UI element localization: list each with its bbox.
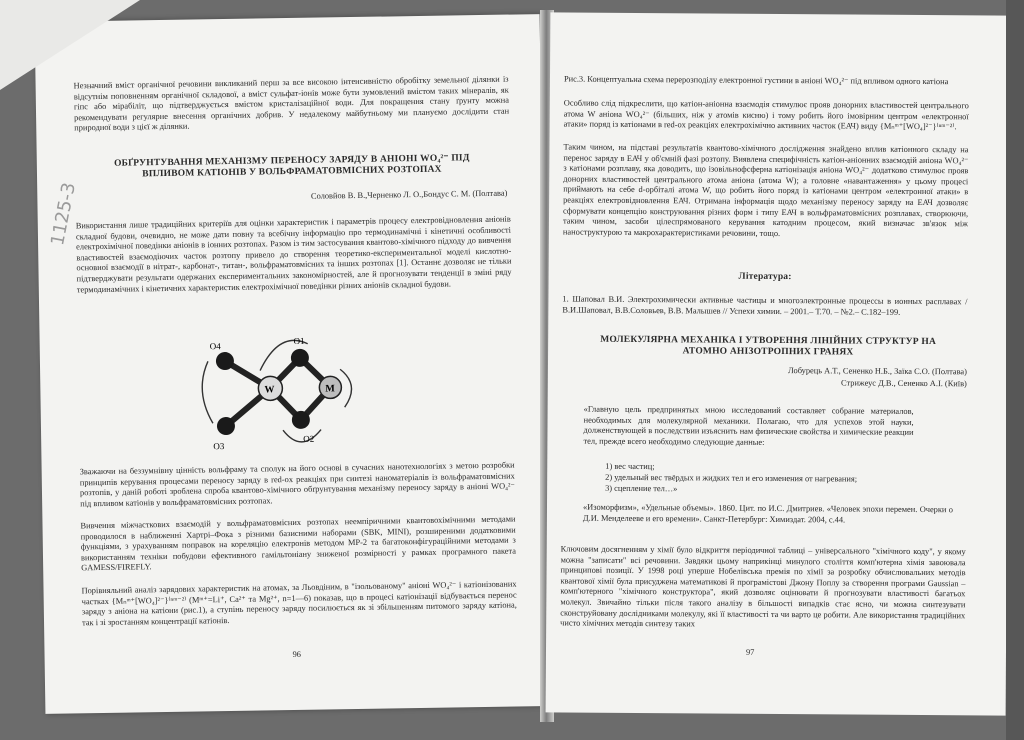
label-o3: O3 [213, 441, 225, 452]
article-2-authors-line-2: Стрижеус Д.В., Сененко А.І. (Київ) [841, 378, 967, 389]
left-page [35, 14, 551, 714]
article-2-authors-line-1: Лобурець А.Т., Сененко Н.Б., Заїка С.О. (Полтава) [788, 366, 967, 377]
arrow-arc-left [202, 361, 213, 423]
arrow-arc-bottom [283, 430, 321, 443]
literature-heading: Література: [738, 271, 792, 283]
intro-paragraph: Незначний вміст органічної речовини викликаний перш за все високою інтенсивністю обробітку земельної ділянки із відсутнім поповненням органічної складової, а вміст сульфат-іонів може бути зумовлений вмістом таких мінералів, як гіпс або мірабіліт, що підтверджується вмістом кристалізаційної води. Для покращення стану ґрунту можна рекомендувати регулярне внесення органічних добрив. У недалекому майбутньому ми плануємо дослідити стан природної води з цієї ж ділянки. [73, 74, 510, 133]
article-2-title: МОЛЕКУЛЯРНА МЕХАНІКА І УТВОРЕННЯ ЛІНІЙНИХ СТРУКТУР НА АТОМНО АНІЗОТРОПНИХ ГРАНЯХ [600, 334, 937, 358]
right-paragraph-2: Таким чином, на підставі результатів квантово-хімічного дослідження знайдено вплив катіонного складу на перенос заряду в ЕАЧ у об'ємній фазі розтопу. Виявлена специфічність катіон-аніонних взаємодій аніона WO₄²⁻ з катіонами розплаву, яка доводить, що ізовільнофсферна катіонізація аніона WO₄²⁻ додатково стимулює прояв донорних властивостей центрального атома аніона (атома W); а головне «навантаження» у цьому процесі приймають на себе d-орбіталі атома W, що робить його поряд із катіонами центром «електронної атаки» в реакціях електровідновлення ЕАЧ. Отримана інформація щодо механізму переносу заряду на ЕАЧ дозволяє сформувати концепцію конструювання різних форм і типу ЕАЧ в вольфраматовмісних розплавах, створюючи, таким чином, засоби цілеспрямованого керування катодним процесом, який визначає зв'язок між наноструктурою та макрохарактеристиками речовини, тощо. [562, 142, 969, 238]
left-page-number: 96 [292, 649, 302, 660]
literature-item: 1. Шаповал В.И. Электрохимически активные частицы и многоэлектронные процессы в ионных расплавах / В.И.Шаповал, В.В.Соловьев, В.В. Малышев // Успехи химии. – 2001.– Т.70. – №2.– С.182–199. [562, 294, 968, 317]
label-o4: O4 [209, 341, 221, 352]
article-title: ОБҐРУНТУВАННЯ МЕХАНІЗМУ ПЕРЕНОСУ ЗАРЯДУ В АНІОНІ WO₄²⁻ ПІД ВПЛИВОМ КАТІОНІВ У ВОЛЬФРАМАТОВМІСНИХ РОЗТОПАХ [113, 153, 470, 180]
paragraph-1: Використання лише традиційних критеріїв для оцінки характеристик і параметрів процесу електровідновлення аніонів складної будови, очевидно, не може дати повну та всебічну інформацію про термодинамічні і кінетичні особливості електрохімічної поведінки аніонів в іонних розтопах. Разом із тим застосування квантово-хімічного підходу до вивчення властивостей взаємодіючих часток розтопу привело до створення теоретико-експериментальної моделі кислотно-основної взаємодії в нітрат-, карбонат-, титан-, вольфраматовмісних та інших розтопах [1]. Останнє дозволяє не тільки підтверджувати результати одержаних експериментальних закономірностей, але й прогнозувати тенденції в зміні ряду термодинамічних і кінетичних характеристик електрохімічної поведінки різних аніонів складної будови. [75, 214, 512, 294]
label-o2: O2 [303, 433, 315, 444]
label-o1: O1 [293, 335, 305, 346]
label-m: M [325, 383, 335, 395]
label-w: W [264, 384, 275, 396]
quote-item: 1) вес частиц; [605, 461, 655, 472]
quote-item: 2) удельный вес твёрдых и жидких тел и его изменения от нагревания; [605, 472, 858, 484]
molecule-diagram [189, 328, 391, 459]
paragraph-2: Зважаючи на беззумнівну цінність вольфраму та сполук на його основі в сучасних нанотехнологіях з метою розробки принципів керування процесами переносу заряду в red-ox реакціях при синтезі наноматеріалів із вольфраматовмісних розтопів, у даній роботі зроблена спроба квантово-хімічного обґрунтування механізму переносу заряду в аніоні WO₄²⁻ під впливом катіонів у вольфраматовмісних розтопах. [79, 460, 516, 509]
article-authors: Соловйов В. В.,Черненко Л. О.,Бондус С. М. (Полтава) [310, 188, 508, 201]
folded-page-corner [0, 0, 140, 90]
quote-item: 3) сцепление тел…» [605, 483, 678, 494]
figure-caption: Рис.3. Концептуальна схема перерозподілу електронної густини в аніоні WO₄²⁻ під впливом одного катіона [563, 74, 949, 87]
paragraph-4: Порівняльний аналіз зарядових характеристик на атомах, за Льовдіним, в "ізольованому" аніоні WO₄²⁻ і катіонізованих частках {Mₙᵐ⁺[WO₄]²⁻}⁽ⁿᵐ⁻²⁾ (Mᵐ⁺=Li⁺, Ca²⁺ та Mg²⁺, n=1—6) показав, що в процесі катіонізації відбувається перенос заряду з аніона на катіони (рис.1), а ступінь переносу заряду посилюється як зі збільшенням питомого заряду катіона, так і зі зростанням концентрації катіонів. [81, 579, 517, 628]
right-paragraph-3: Ключовим досягненням у хімії було відкриття періодичної таблиці – універсального "хімічного коду", у якому можна "записати" всі речовини. Завдяки цьому наприкінці минулого століття комп'ютерна хімія завоювала принципові позиції. У 1998 році уперше Нобелівська премія по хімії за розробку обчислювальних методів квантової хімії була присуджена математикові й програмістові Джону Поплу за створення програми Gaussian – комп'ютерного "хімічного конструктора", який дозволяє оцінювати й прогнозувати властивості багатьох молекул. Звичайно тільки після такого аналізу в більшості випадків стає ясно, чи можна синтезувати сконструйовану дослідниками молекулу, які її властивості та чи варто це робити. Але використання традиційних чисто хімічних методів синтезу таких [560, 544, 966, 629]
quote-list [605, 461, 935, 496]
right-page-number: 97 [745, 647, 755, 657]
paragraph-3: Вивчення міжчасткових взаємодій у вольфраматовмісних розтопах неемпіричними квантовохімічними методами проводилося в наближенні Хартрі–Фока з різними базисними наборами (SBK, MINI), розширеними додатковими функціями, з урахуванням поправок на кореляцію електронів методом МР-2 та багатоконфігураційними методами з використанням техніки побудови ефективного гамільтоніану зниженої розмірності у рамках програмного пакета GAMESS/FIREFLY. [80, 514, 517, 573]
quote-intro: «Главную цель предпринятых мною исследований составляет собрание материалов, необходимых для молекулярной механики. Полагаю, что для успехов этой науки, долженствующей в последствии изъяснить нам физические свойства и химические реакции тел, прежде всего необходимо следующие данные: [583, 404, 914, 447]
scanner-edge [1006, 0, 1024, 740]
quote-source: «Изоморфизм», «Удельные объемы». 1860. Цит. по И.С. Дмитриев. «Человек эпохи перемен. Очерки о Д.И. Менделееве и его времени». Санкт-Петербург: Химиздат. 2004, с.44. [582, 502, 954, 525]
right-page [546, 12, 1011, 715]
handwritten-mark: 1125-3 [47, 180, 80, 248]
right-paragraph-1: Особливо слід підкреслити, що катіон-аніонна взаємодія стимулює прояв донорних властивостей центрального атома W аніона WO₄²⁻ (більших, ніж у атомів кисню) і тому робить його імовірним центром «електронної атаки» поряд із катіонами в red-ox реакціях електрохімічно активних часток (ЕАЧ) виду {Mₙᵐ⁺[WO₄]²⁻}⁽ⁿᵐ⁻²⁾. [563, 98, 969, 132]
